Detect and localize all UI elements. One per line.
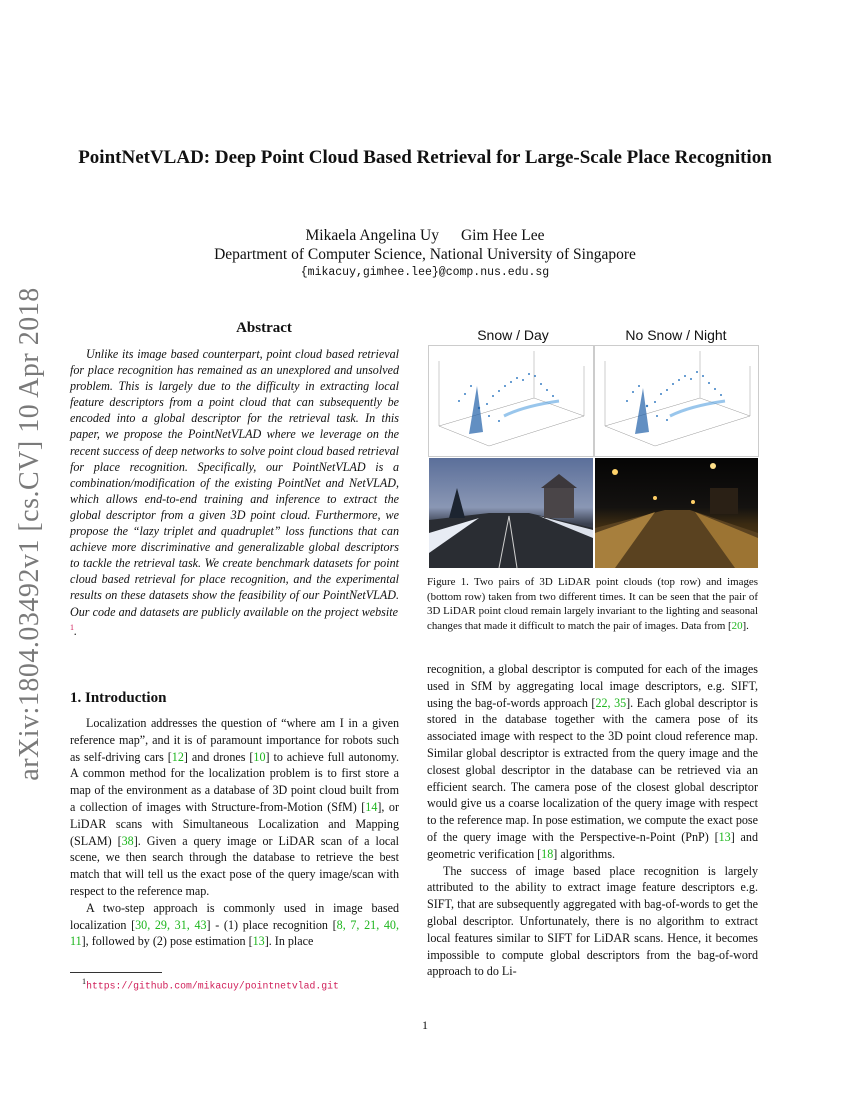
- citation-link[interactable]: 12: [171, 749, 184, 764]
- author-name: Mikaela Angelina Uy: [305, 227, 439, 244]
- figure-label-left: Snow / Day: [477, 327, 549, 343]
- citation-link[interactable]: 38: [121, 833, 134, 848]
- left-column-text: [70, 715, 399, 950]
- section-heading: 1. Introduction: [70, 690, 167, 706]
- paragraph: Localization addresses the question of “where am I in a given reference map”, and it is of paramount importance for robots such as self-driving cars [12] and drones [10] to achieve full autonomy. A common method for the localization problem is to first store a map of the environment as a database of 3D point cloud built from a collection of images with Structure-from-Motion (SfM) [14], or LiDAR scans with Simultaneous Localization and Mapping (SLAM) [38]. Given a query image or LiDAR scan of a local scene, we then search through the database to retrieve the best match that will tell us the exact pose of the query image/scan with respect to the reference map.: [70, 716, 399, 898]
- footnote: [82, 977, 339, 991]
- affiliation: Department of Computer Science, National University of Singapore: [214, 246, 636, 263]
- paragraph: A two-step approach is commonly used in image based localization [30, 29, 31, 43] - (1) place recognition [8, 7, 21, 40, 11], followed by (2) pose estimation [13]. In place: [70, 900, 400, 949]
- title-text: PointNetVLAD: Deep Point Cloud Based Retrieval for Large-Scale Place Recognition: [78, 147, 772, 168]
- right-column-text: [427, 661, 758, 980]
- point-cloud-no-snow-night: [595, 346, 758, 456]
- image-snow-day: [429, 458, 593, 568]
- point-cloud-snow-day: [429, 346, 593, 456]
- citation-link[interactable]: 13: [718, 829, 731, 844]
- footnote-url[interactable]: https://github.com/mikacuy/pointnetvlad.git: [86, 980, 339, 992]
- citation-link[interactable]: 20: [731, 620, 743, 633]
- abstract-heading: Abstract: [236, 320, 292, 336]
- abstract-body: Unlike its image based counterpart, point cloud based retrieval for place recognition has remained as an unexplored and unsolved problem. This is largely due to the difficulty in extracting local feature descriptors from a point cloud that can subsequently be encoded into a global descriptor for the retrieval task. In this paper, we propose the PointNetVLAD where we leverage on the recent success of deep networks to solve point cloud based retrieval for place recognition. Specifically, our PointNetVLAD is a combination/modification of the existing PointNet and NetVLAD, which allows end-to-end training and inference to extract the global descriptor from a given 3D point cloud. Furthermore, we propose the “lazy triplet and quadruplet” loss functions that can achieve more discriminative and generalizable global descriptors to tackle the retrieval task. We create benchmark datasets for point cloud based retrieval for place recognition, and the experimental results on these datasets show the feasibility of our PointNetVLAD. Our code and datasets are publicly available on the project website $^1$.: [70, 347, 399, 638]
- image-no-snow-night: [595, 458, 758, 568]
- citation-link[interactable]: 13: [252, 934, 265, 949]
- citation-link[interactable]: 22, 35: [595, 695, 627, 710]
- paragraph: The success of image based place recognition is largely attributed to the ability to extract image feature descriptors e.g. SIFT, that are subsequently aggregated with bag-of-words to get the global descriptor. Unfortunately, there is no algorithm to extract local features similar to SIFT for LiDAR scans. Hence, it becomes impossible to compute global descriptors from the bag-of-word approach to do Li-: [427, 863, 758, 979]
- citation-link[interactable]: 30, 29, 31, 43: [135, 917, 207, 932]
- figure-caption: Figure 1. Two pairs of 3D LiDAR point clouds (top row) and images (bottom row) taken from two different times. It can be seen that the pair of 3D LiDAR point cloud remain largely invariant to the lighting and seasonal changes that made it difficult to match the pair of images. Data from [20].: [427, 576, 758, 633]
- footnote-mark: 1: [82, 977, 87, 986]
- citation-link[interactable]: 8, 7, 21, 40, 11: [70, 917, 400, 949]
- author-email: {mikacuy,gimhee.lee}@comp.nus.edu.sg: [300, 266, 550, 279]
- figure-label-right: No Snow / Night: [625, 327, 727, 343]
- paper-title: [0, 145, 850, 170]
- author-name: Gim Hee Lee: [460, 227, 545, 244]
- citation-link[interactable]: 14: [365, 799, 378, 814]
- footnote-divider: [70, 972, 162, 973]
- author-list: [0, 227, 850, 245]
- arxiv-stamp: arXiv:1804.03492v1 [cs.CV] 10 Apr 2018: [14, 287, 45, 781]
- citation-link[interactable]: 10: [253, 749, 266, 764]
- page-number: 1: [422, 1018, 428, 1032]
- paragraph: recognition, a global descriptor is computed for each of the images used in SfM by aggregating local image descriptors, e.g. SIFT, using the bag-of-words approach [22, 35]. Each global descriptor is stored in the database together with the camera pose of its associated image with respect to the 3D point cloud reference map. Similar global descriptor is extracted from the query image and the closest global descriptor in the database can be retrieved via an efficient search. The camera pose of the closest global descriptor would give us a coarse localization of the query image with respect to the reference map. In pose estimation, we compute the exact pose of the query image with the Perspective-n-Point (PnP) [13] and geometric verification [18] algorithms.: [427, 662, 758, 861]
- abstract-text: Unlike its image based counterpart, point cloud based retrieval for place recognition has remained as an unexplored and unsolved problem. This is largely due to the difficulty in extracting local feature descriptors from a point cloud that can subsequently be encoded into a global descriptor for the retrieval task. In this paper, we propose the PointNetVLAD where we leverage on the recent success of deep networks to solve point cloud based retrieval for place recognition. Specifically, our PointNetVLAD is a combination/modification of the existing PointNet and NetVLAD, which allows end-to-end training and inference to extract the global descriptor from a given 3D point cloud. Furthermore, we propose the “lazy triplet and quadruplet” loss functions that can achieve more discriminative and generalizable global descriptors to tackle the retrieval task. We create benchmark datasets for point cloud based retrieval for place recognition, and the experimental results on these datasets show the feasibility of our PointNetVLAD. Our code and datasets are publicly available on the project website: [70, 347, 399, 619]
- footnote-ref[interactable]: 1: [70, 622, 74, 632]
- citation-link[interactable]: 18: [541, 846, 554, 861]
